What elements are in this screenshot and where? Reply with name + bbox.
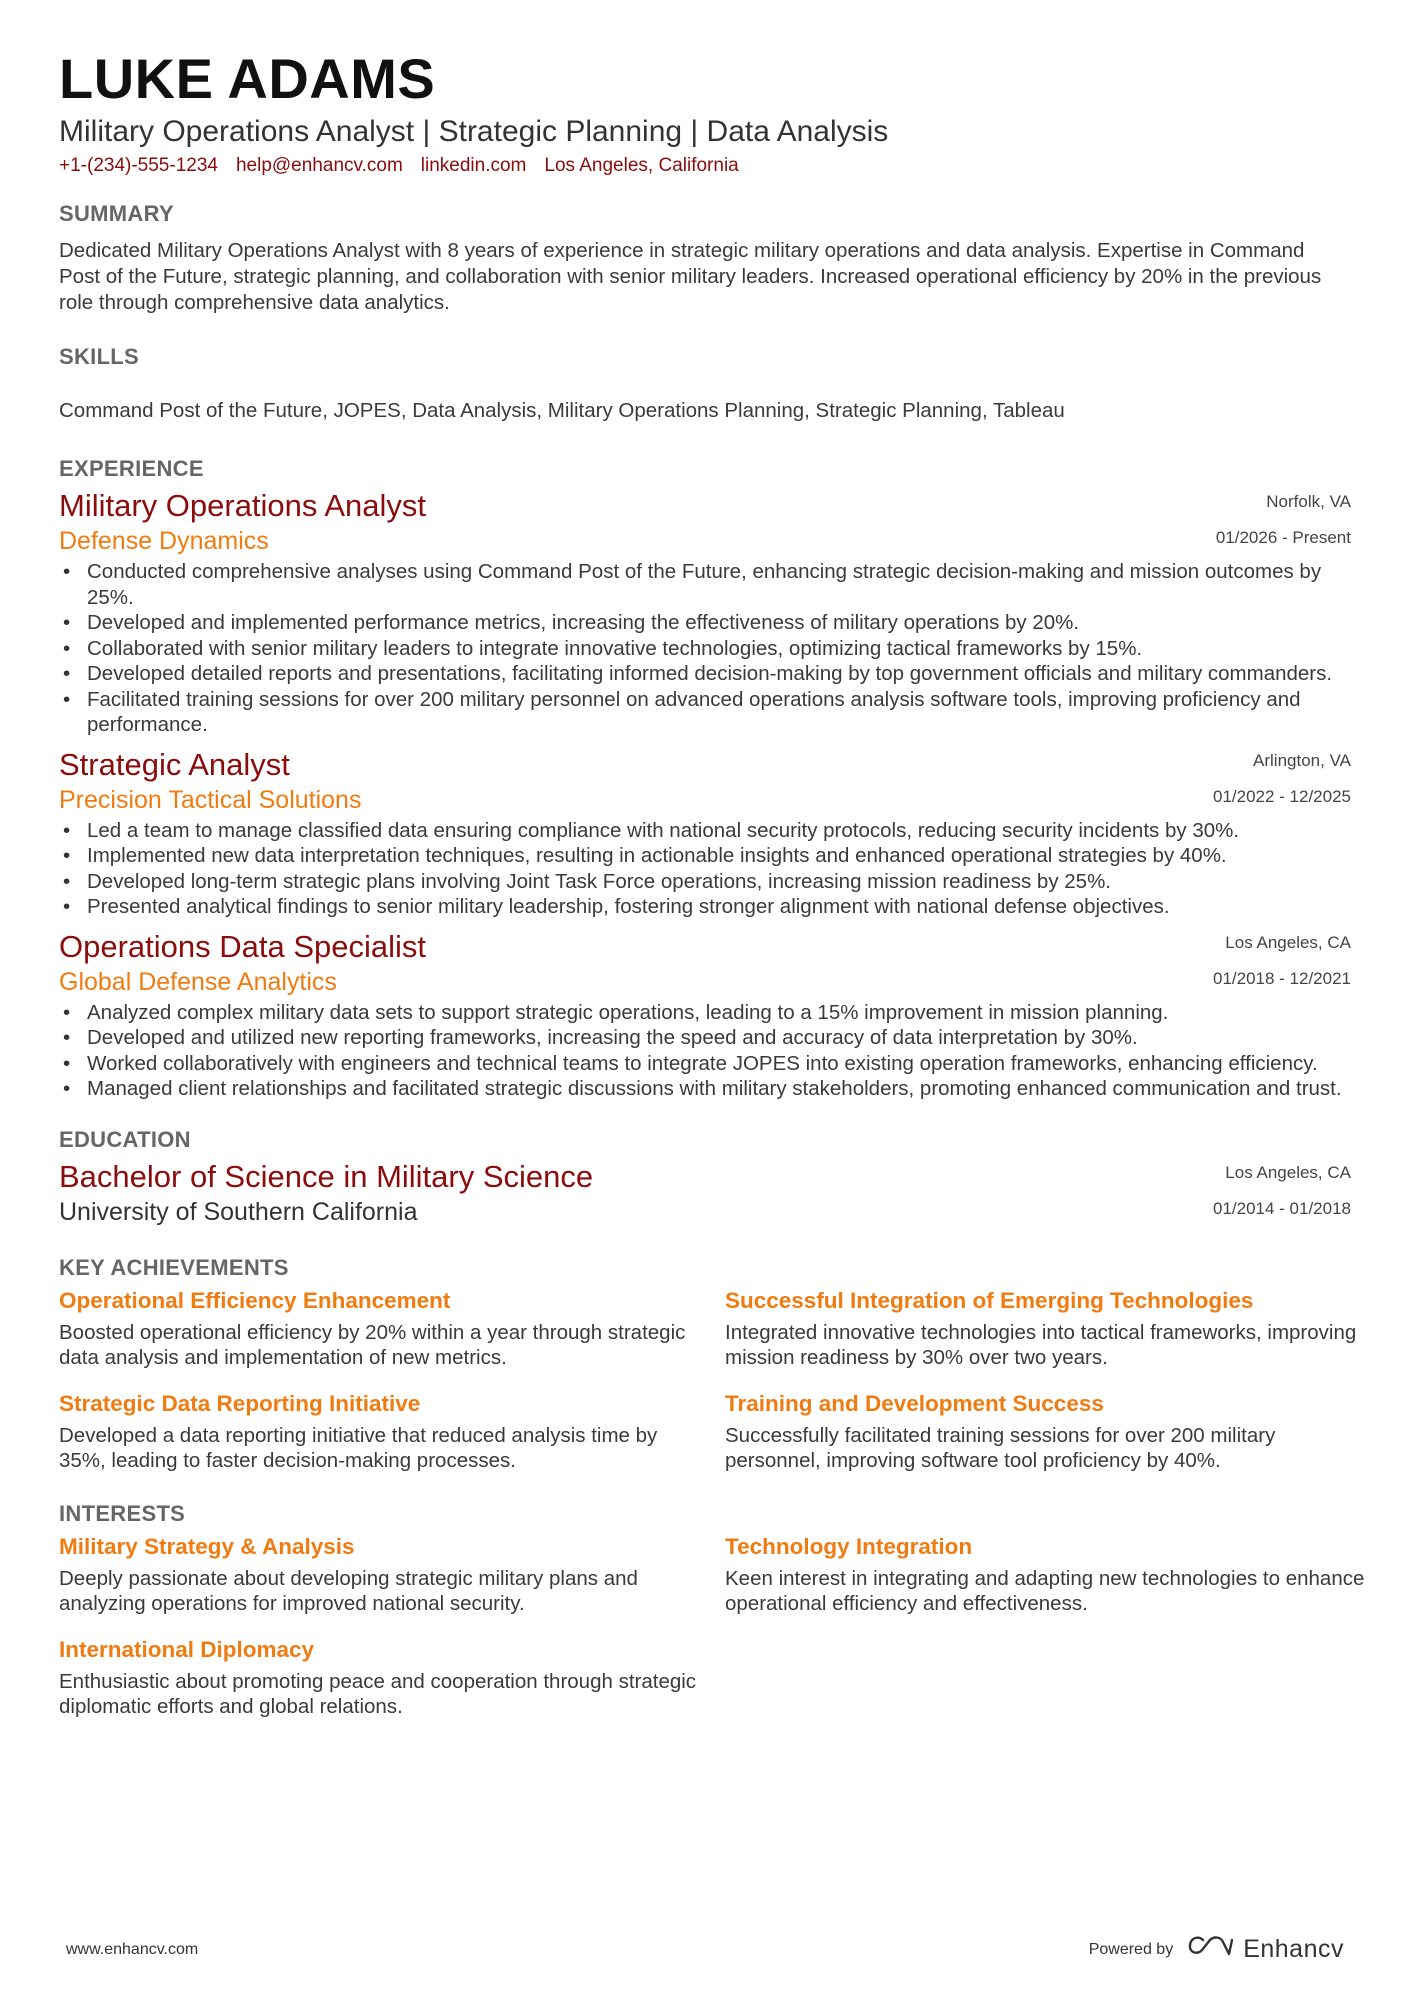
achievement-desc: Boosted operational efficiency by 20% within a year through strategic data analysis and implementation of new metrics. <box>59 1320 686 1369</box>
experience-section <box>59 455 1351 1102</box>
powered-by <box>1089 1934 1344 1965</box>
job-dates: 01/2022 - 12/2025 <box>1212 786 1351 806</box>
skills-section <box>59 343 1351 424</box>
interest-title: Military Strategy & Analysis <box>59 1533 355 1559</box>
contact-email[interactable]: help@enhancv.com <box>235 155 403 176</box>
education-entry <box>59 1158 1351 1228</box>
contact-phone[interactable]: +1-(234)-555-1234 <box>59 155 218 176</box>
interests-grid <box>59 1532 1365 1720</box>
achievements-section <box>59 1254 1357 1474</box>
job-company: Precision Tactical Solutions <box>59 785 362 814</box>
section-title-summary: SUMMARY <box>59 201 174 226</box>
list-item: • Collaborated with senior military leaders to integrate innovative technologies, optimizing tactical frameworks by 15%. <box>87 636 1351 662</box>
enhancv-logo-icon <box>1187 1934 1233 1965</box>
page-footer <box>66 1934 1344 1965</box>
interest-title: Technology Integration <box>725 1533 973 1559</box>
achievement-title: Strategic Data Reporting Initiative <box>59 1390 421 1416</box>
achievement-desc: Integrated innovative technologies into tactical frameworks, improving mission readiness by 30% over two years. <box>725 1320 1357 1369</box>
powered-by-label: Powered by <box>1088 1940 1174 1958</box>
interest-item <box>725 1532 1367 1617</box>
achievement-title: Training and Development Success <box>725 1390 1104 1416</box>
interest-title: International Diplomacy <box>59 1636 315 1662</box>
section-title-achievements: KEY ACHIEVEMENTS <box>59 1254 289 1280</box>
job-bullets <box>59 1000 1351 1102</box>
candidate-name: LUKE ADAMS <box>59 47 436 110</box>
section-title-education: EDUCATION <box>59 1126 191 1152</box>
job-dates: 01/2018 - 12/2021 <box>1212 968 1351 988</box>
job-company: Defense Dynamics <box>59 527 269 555</box>
job-location: Norfolk, VA <box>1266 492 1351 511</box>
job-location: Arlington, VA <box>1253 750 1351 770</box>
list-item: • Led a team to manage classified data ensuring compliance with national security protocols, reducing security incidents by 30%. <box>87 818 1351 844</box>
experience-entry <box>59 928 1351 1102</box>
experience-entry <box>59 746 1351 920</box>
job-location: Los Angeles, CA <box>1225 932 1351 952</box>
list-item: • Developed and utilized new reporting frameworks, increasing the speed and accuracy of data interpretation by 30%. <box>87 1025 1351 1051</box>
achievement-item <box>725 1389 1367 1474</box>
interest-desc: Enthusiastic about promoting peace and cooperation through strategic diplomatic efforts and global relations. <box>59 1669 697 1718</box>
job-bullets <box>59 818 1351 920</box>
section-title-interests: INTERESTS <box>59 1500 186 1526</box>
list-item: • Presented analytical findings to senior military leadership, fostering stronger alignment with national defense objectives. <box>87 894 1351 920</box>
education-dates: 01/2014 - 01/2018 <box>1212 1198 1351 1218</box>
interest-desc: Deeply passionate about developing strategic military plans and analyzing operations for improved national security. <box>59 1566 638 1615</box>
list-item: • Conducted comprehensive analyses using Command Post of the Future, enhancing strategic decision-making and mission outcomes by 25%. <box>87 559 1351 610</box>
achievement-desc: Successfully facilitated training sessions for over 200 military personnel, improving software tool proficiency by 40%. <box>725 1423 1276 1472</box>
list-item: • Developed and implemented performance metrics, increasing the effectiveness of military operations by 20%. <box>87 610 1351 636</box>
candidate-headline: Military Operations Analyst | Strategic Planning | Data Analysis <box>59 115 889 148</box>
list-item: • Worked collaboratively with engineers and technical teams to integrate JOPES into existing operation frameworks, enhancing efficiency. <box>87 1051 1351 1077</box>
achievement-desc: Developed a data reporting initiative that reduced analysis time by 35%, leading to faster decision-making processes. <box>59 1423 658 1472</box>
education-location: Los Angeles, CA <box>1225 1162 1351 1182</box>
education-section <box>59 1126 1351 1228</box>
enhancv-brand-name: Enhancv <box>1243 1935 1344 1963</box>
job-title: Operations Data Specialist <box>59 928 427 964</box>
section-title-experience: EXPERIENCE <box>59 456 204 481</box>
experience-entry <box>59 487 1351 738</box>
skills-text: Command Post of the Future, JOPES, Data Analysis, Military Operations Planning, Strategic Planning, Tableau <box>59 399 1065 422</box>
interest-item <box>59 1635 707 1720</box>
job-title: Military Operations Analyst <box>59 488 426 523</box>
list-item: • Implemented new data interpretation techniques, resulting in actionable insights and enhanced operational strategies by 40%. <box>87 843 1351 869</box>
job-company: Global Defense Analytics <box>59 967 337 996</box>
achievements-grid <box>59 1286 1357 1474</box>
interest-desc: Keen interest in integrating and adapting new technologies to enhance operational efficiency and effectiveness. <box>725 1566 1365 1615</box>
footer-website-link[interactable]: www.enhancv.com <box>66 1940 199 1958</box>
interest-item <box>59 1532 707 1617</box>
enhancv-brand[interactable] <box>1187 1934 1344 1965</box>
list-item: • Developed long-term strategic plans involving Joint Task Force operations, increasing mission readiness by 25%. <box>87 869 1351 895</box>
job-title: Strategic Analyst <box>59 746 290 782</box>
list-item: • Developed detailed reports and presentations, facilitating informed decision-making by top government officials and military commanders. <box>87 661 1351 687</box>
achievement-item <box>59 1389 707 1474</box>
resume-header <box>59 48 1351 178</box>
summary-section <box>59 200 1351 316</box>
interests-section <box>59 1500 1365 1720</box>
contact-linkedin[interactable]: linkedin.com <box>420 155 527 176</box>
degree-title: Bachelor of Science in Military Science <box>59 1158 594 1194</box>
section-title-skills: SKILLS <box>59 344 140 369</box>
school-name: University of Southern California <box>59 1197 418 1226</box>
contact-info <box>59 154 1351 178</box>
achievement-item <box>59 1286 707 1371</box>
achievement-item <box>725 1286 1367 1371</box>
summary-text: Dedicated Military Operations Analyst with 8 years of experience in strategic military operations and data analysis. Expertise in Command Post of the Future, strategic planning, and collaboration with senior military leaders. Increased operational efficiency by 20% in the previous role through comprehensive data analytics. <box>59 239 1322 314</box>
list-item: • Managed client relationships and facilitated strategic discussions with military stakeholders, promoting enhanced communication and trust. <box>87 1076 1351 1102</box>
achievement-title: Operational Efficiency Enhancement <box>59 1287 451 1313</box>
job-dates: 01/2026 - Present <box>1215 528 1351 547</box>
contact-location: Los Angeles, California <box>544 155 739 176</box>
achievement-title: Successful Integration of Emerging Technologies <box>725 1287 1254 1313</box>
list-item: • Analyzed complex military data sets to support strategic operations, leading to a 15% improvement in mission planning. <box>87 1000 1351 1026</box>
job-bullets <box>59 559 1351 738</box>
list-item: • Facilitated training sessions for over 200 military personnel on advanced operations analysis software tools, improving proficiency and performance. <box>87 687 1351 738</box>
